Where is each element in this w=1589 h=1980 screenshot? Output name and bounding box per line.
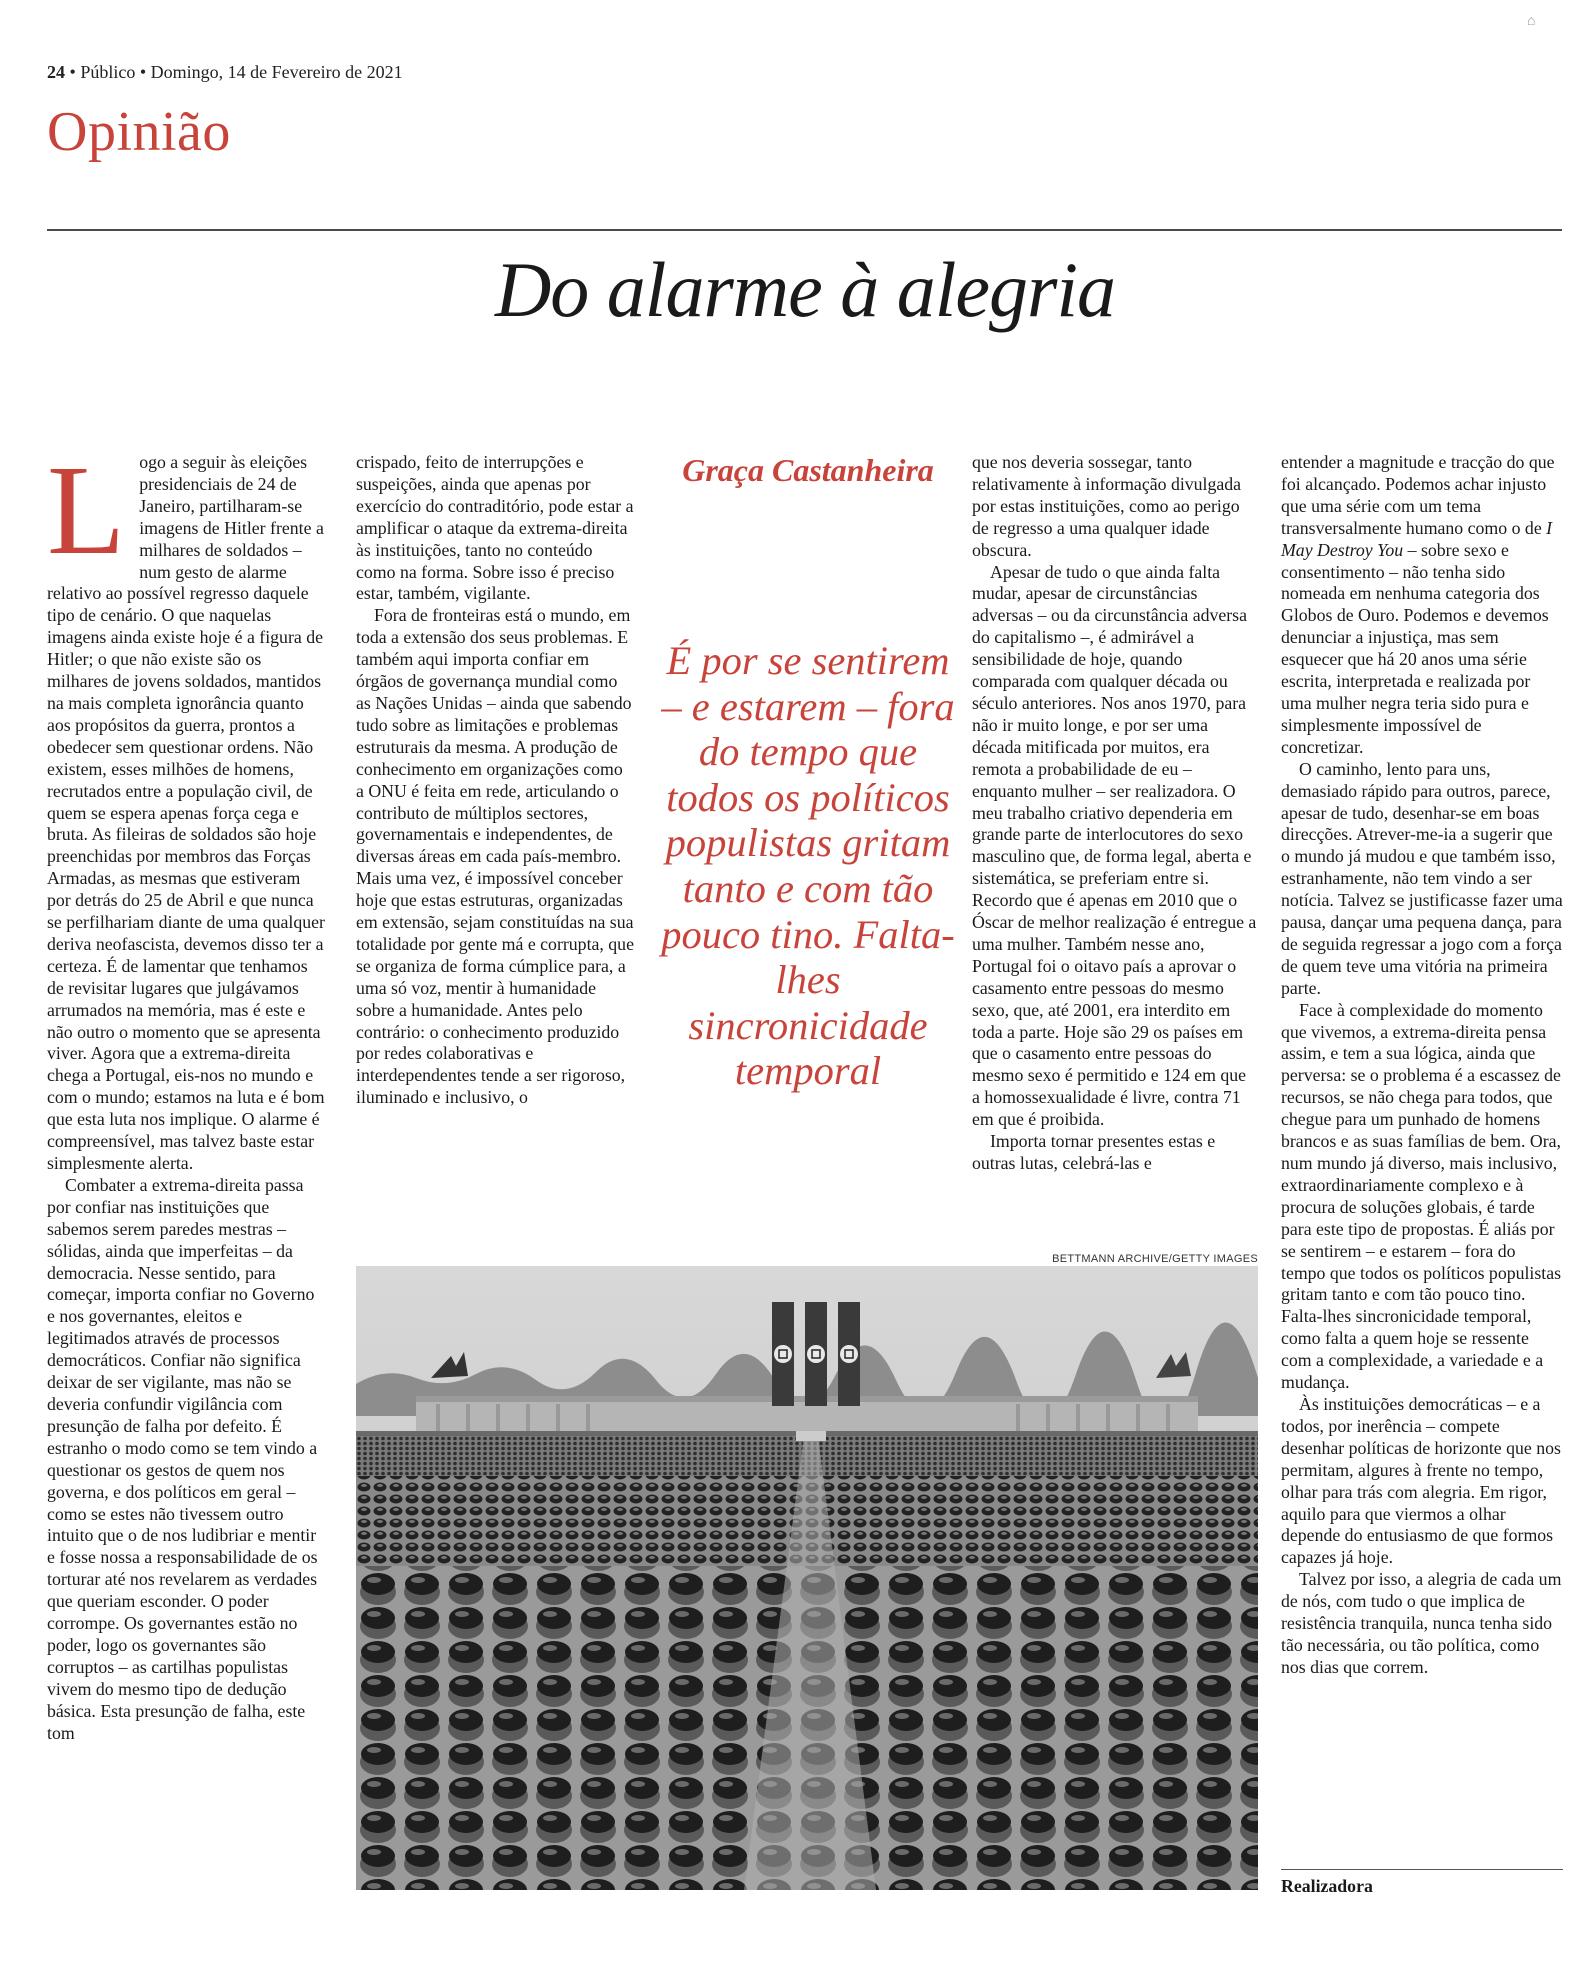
author-role: Realizadora xyxy=(1281,1876,1373,1896)
paragraph: Talvez por isso, a alegria de cada um de nós, com tudo o que implica de resistência tranquila, nunca tenha sido tão necessária, ou tão política, como nos dias que correm. xyxy=(1281,1569,1562,1677)
issue-date: Domingo, 14 de Fevereiro de 2021 xyxy=(150,62,403,82)
rally-photo-illustration xyxy=(356,1266,1258,1890)
paragraph: Combater a extrema-direita passa por confiar nas instituições que sabemos serem paredes mestras – sólidas, ainda que imperfeitas – da democracia. Nesse sentido, para começar, importa confiar no Governo e nos governantes, eleitos e legitimados através de processos democráticos. Confiar não significa deixar de ser vigilante, mas não se deveria confundir vigilância com presunção de falha por defeito. É estranho o modo como se tem vindo a questionar os gestos de quem nos governa, e dos políticos em geral – como se estes não tivessem outro intuito que o de nos ludibriar e mentir e fosse nossa a responsabilidade de os torturar até nos revelarem as verdades que queriam esconder. O poder corrompe. Os governantes estão no poder, logo os governantes são corruptos – as cartilhas populistas vivem do mesmo tipo de dedução básica. Esta presunção de falha, este tom xyxy=(47,1174,318,1743)
pull-quote: É por se sentirem – e estarem – fora do tempo que todos os políticos populistas gritam tanto e com tão pouco tino. Falta-lhes sincronicidade temporal xyxy=(661,638,955,1094)
publication-name: Público xyxy=(80,62,136,82)
drop-cap: L xyxy=(47,439,126,581)
series-title: I May Destroy You xyxy=(1281,517,1553,560)
paragraph: Importa tornar presentes estas e outras lutas, celebrá-las e xyxy=(972,1131,1216,1173)
paragraph: Às instituições democráticas – e a todos, por inerência – compete desenhar políticas de horizonte que nos permitam, algures à frente no tempo, olhar para trás com alegria. Em rigor, aquilo para que viermos a olhar depende do entusiasmo de que formos capazes já hoje. xyxy=(1281,1393,1561,1568)
paragraph: Face à complexidade do momento que vivemos, a extrema-direita pensa assim, e tem a sua lógica, ainda que perversa: se o problema é a escassez de recursos, se não chega para todos, que chegue para um punhado de homens brancos e as suas famílias de bem. Ora, num mundo já diverso, mais inclusivo, extraordinariamente complexo e à procura de soluções globais, é tarde para este tipo de propostas. É aliás por se sentirem – e estarem – fora do tempo que todos os políticos populistas gritam tanto e com tão pouco tino. Falta-lhes sincronicidade temporal, como falta a quem hoje se ressente com a complexidade, a variedade e a mudança. xyxy=(1281,999,1562,1393)
paragraph: que nos deveria sossegar, tanto relativamente à informação divulgada por estas instituições, como ao perigo de regresso a uma qualquer idade obscura. xyxy=(972,452,1242,560)
article-column-4 xyxy=(972,452,1258,1175)
paragraph: Logo a seguir às eleições presidenciais de 24 de Janeiro, partilharam-se imagens de Hitler frente a milhares de soldados – num gesto de alarme relativo ao possível regresso daquele tipo de cenário. O que naquelas imagens ainda existe hoje é a figura de Hitler; o que não existe são os milhares de jovens soldados, mantidos na mais completa ignorância quanto aos propósitos da guerra, prontos a obedecer sem questionar ordens. Não existem, esses milhões de homens, recrutados entre a população civil, de quem se espera apenas força cega e bruta. As fileiras de soldados são hoje preenchidas por membros das Forças Armadas, as mesmas que estiveram por detrás do 25 de Abril e que nunca se perfilhariam diante de uma qualquer deriva neofascista, devemos disso ter a certeza. É de lamentar que tenhamos de revisitar lugares que julgávamos arrumados na memória, mas é este e não outro o momento que se apresenta viver. Agora que a extrema-direita chega a Portugal, eis-nos no mundo e com o mundo; estamos na luta e é bom que esta luta nos implique. O alarme é compreensível, mas talvez baste estar simplesmente alerta. xyxy=(47,439,325,1173)
signature-rule xyxy=(1281,1869,1563,1870)
folio: 24 • Público • Domingo, 14 de Fevereiro de 2021 xyxy=(47,62,403,82)
article-column-5 xyxy=(1281,452,1563,1679)
paragraph: entender a magnitude e tracção do que foi alcançado. Podemos achar injusto que uma série com um tema transversalmente humano como o de I May Destroy You – sobre sexo e consentimento – não tenha sido nomeada em nenhuma categoria dos Globos de Ouro. Podemos e devemos denunciar a injustiça, mas sem esquecer que há 20 anos uma série escrita, interpretada e realizada por uma mulher negra teria sido pura e simplesmente impossível de concretizar. xyxy=(1281,452,1555,757)
header-rule xyxy=(47,229,1562,231)
headline: Do alarme à alegria xyxy=(494,246,1116,333)
paragraph: O caminho, lento para uns, demasiado rápido para outros, parece, apesar de tudo, desenhar-se em boas direcções. Atrever-me-ia a sugerir que o mundo já mudou e que também isso, estranhamente, não tem vindo a ser notícia. Talvez se justificasse fazer uma pausa, dançar uma pequena dança, para de seguida regressar a jogo com a força de quem teve uma vitória na primeira parte. xyxy=(1281,758,1563,998)
paragraph: Fora de fronteiras está o mundo, em toda a extensão dos seus problemas. E também aqui importa confiar em órgãos de governança mundial como as Nações Unidas – ainda que sabendo tudo sobre as limitações e problemas estruturais da mesma. A produção de conhecimento em organizações como a ONU é feita em rede, articulando o contributo de múltiplos sectores, governamentais e independentes, de diversas áreas em cada país-membro. Mais uma vez, é impossível conceber hoje que estas estruturas, organizadas em extensão, sejam constituídas na sua totalidade por gente má e corrupta, que se organiza de forma cúmplice para, a uma só voz, mentir à humanidade sobre a humanidade. Antes pelo contrário: o conhecimento produzido por redes colaborativas e interdependentes tende a ser rigoroso, iluminado e inclusivo, o xyxy=(356,605,634,1108)
author-byline: Graça Castanheira xyxy=(682,452,934,488)
paragraph: Apesar de tudo o que ainda falta mudar, apesar de circunstâncias adversas – ou da circunstância adversa do capitalismo –, é admirável a sensibilidade de hoje, quando comparada com qualquer década ou século anteriores. Nos anos 1970, para não ir muito longe, e por ser uma década mitificada por muitos, era remota a probabilidade de eu – enquanto mulher – ser realizadora. O meu trabalho criativo dependeria em grande parte de interlocutores do sexo masculino que, de forma legal, aberta e sistemática, se preferiam entre si. Recordo que é apenas em 2010 que o Óscar de melhor realização é entregue a uma mulher. Também nesse ano, Portugal foi o oitavo país a aprovar o casamento entre pessoas do mesmo sexo, que, até 2001, era interdito em toda a parte. Hoje são 29 os países em que o casamento entre pessoas do mesmo sexo é permitido e 124 em que a homossexualidade é livre, contra 71 em que é proibida. xyxy=(972,561,1257,1130)
photo-credit: BETTMANN ARCHIVE/GETTY IMAGES xyxy=(1052,1253,1258,1265)
page-number: 24 xyxy=(47,62,65,82)
section-title: Opinião xyxy=(47,101,231,163)
article-column-1 xyxy=(47,439,325,1744)
paragraph: crispado, feito de interrupções e suspeições, ainda que apenas por exercício do contraditório, pode estar a amplificar o ataque da extrema-direita às instituições, tanto no conteúdo como na forma. Sobre isso é preciso estar, também, vigilante. xyxy=(356,452,634,604)
article-column-2 xyxy=(356,452,634,1109)
article-photo xyxy=(356,1266,1258,1890)
corner-mark: ⌂ xyxy=(1527,14,1536,29)
